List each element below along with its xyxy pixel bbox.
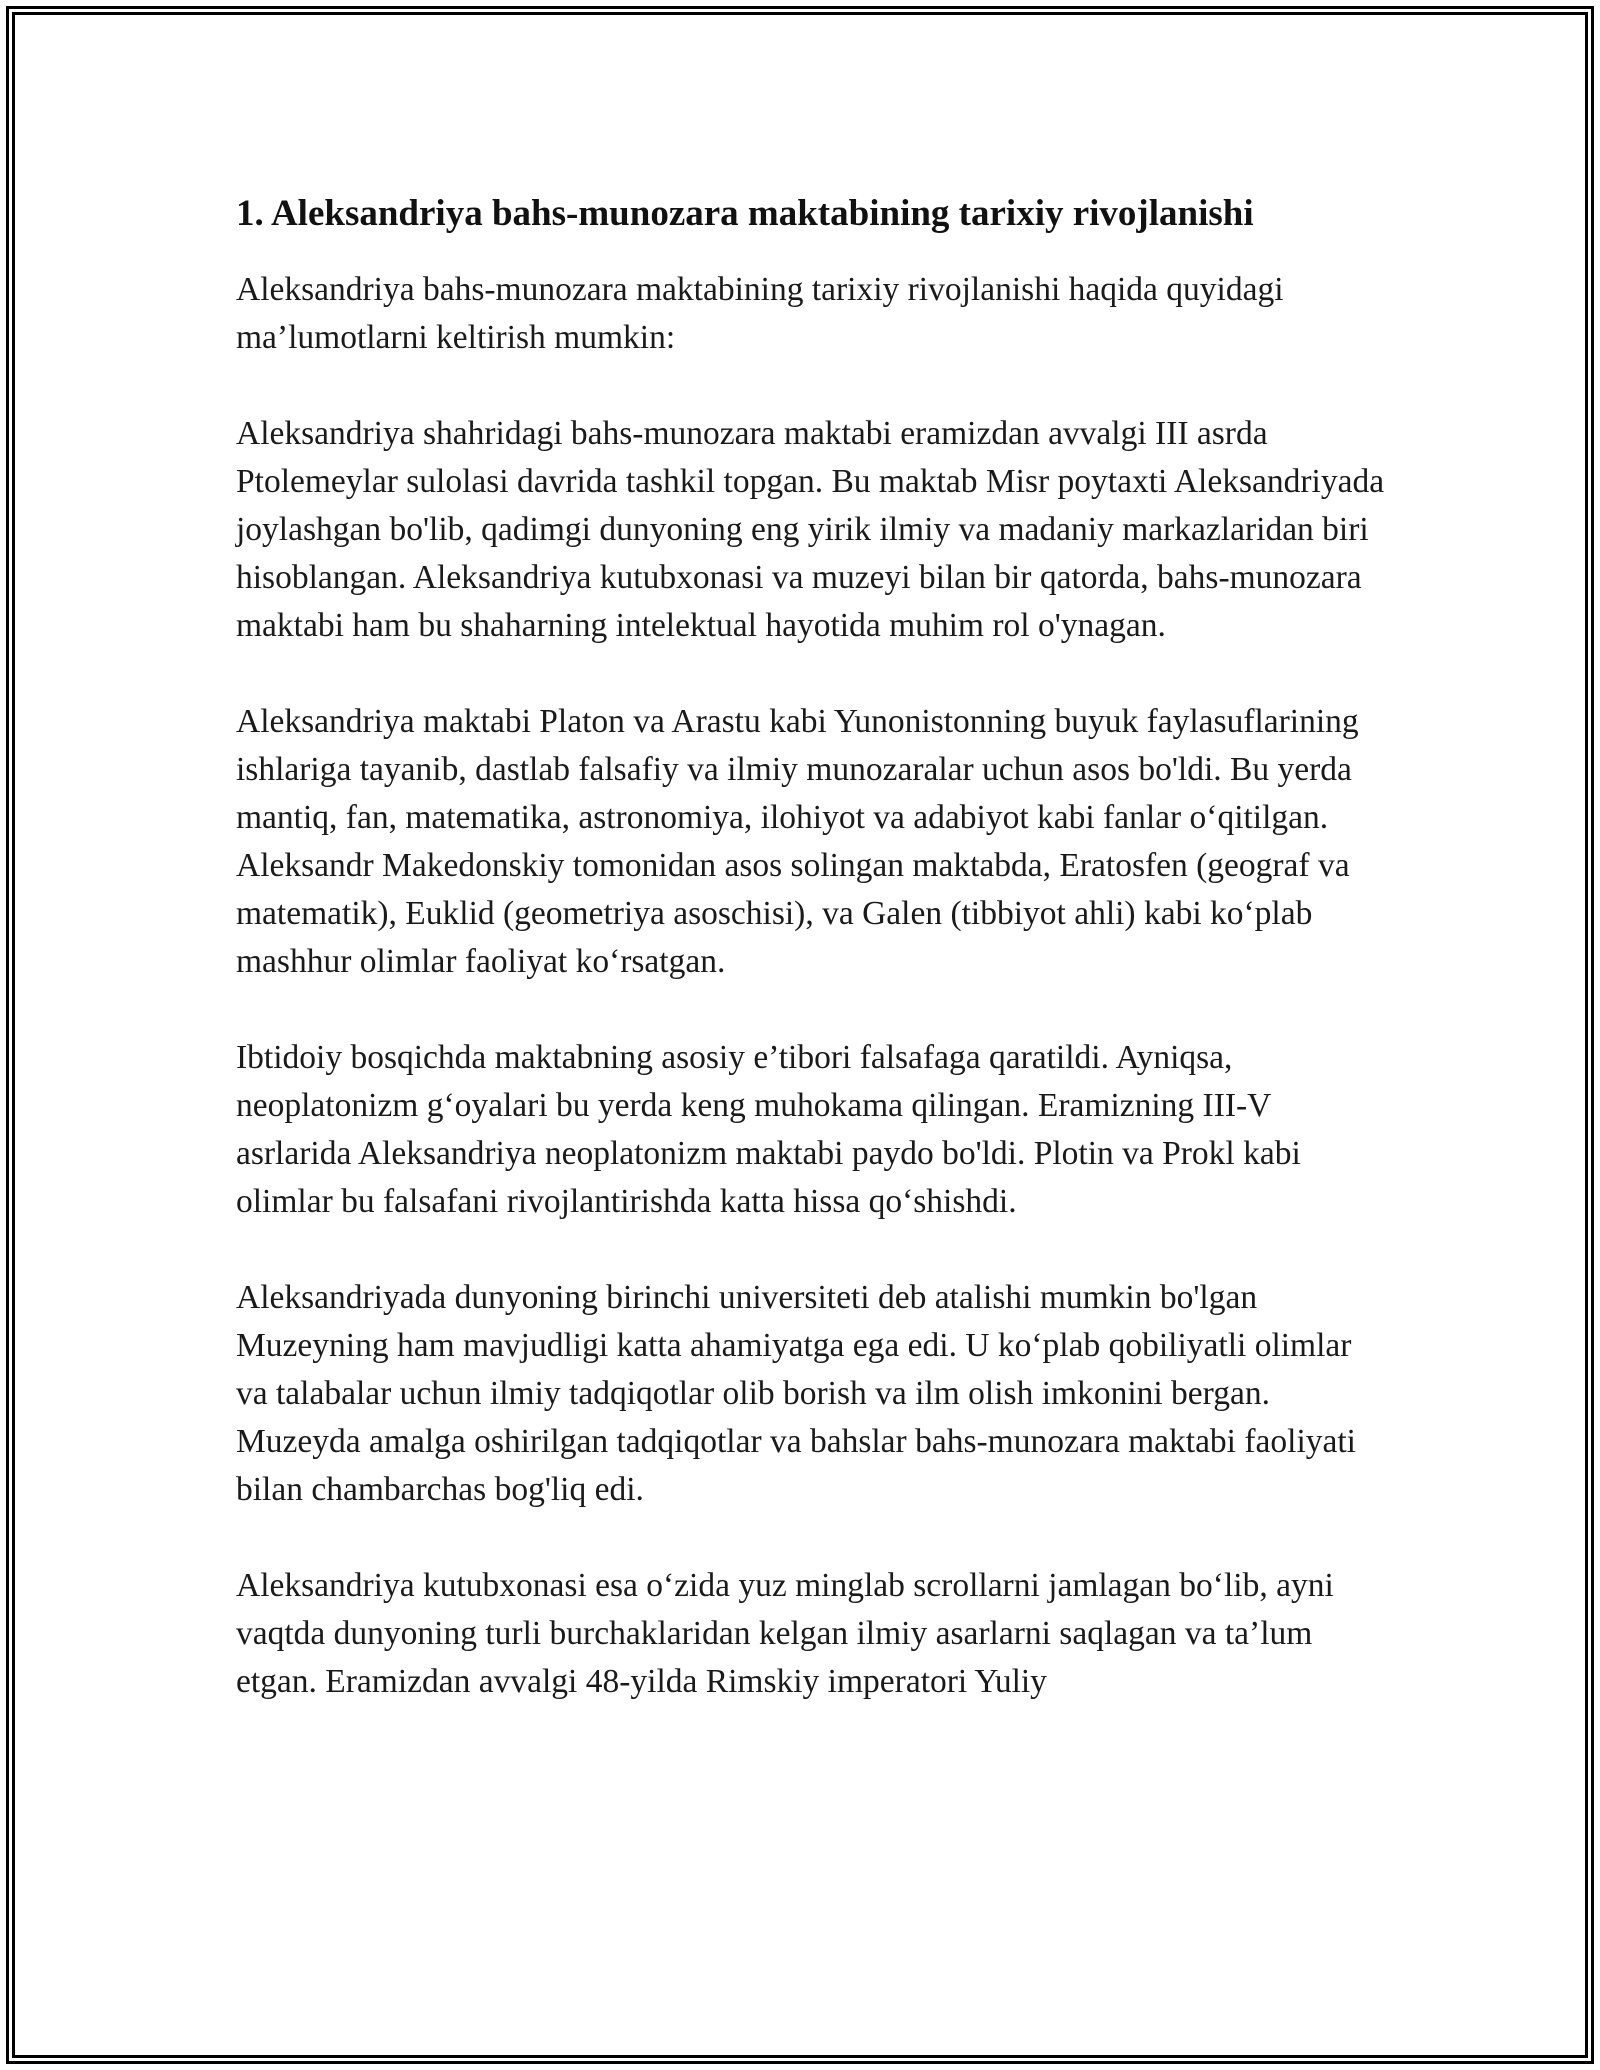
paragraph-scholars: Aleksandriya maktabi Platon va Arastu kabi Yunonistonning buyuk faylasuflarining ishlariga tayanib, dastlab falsafiy va ilmiy munozaralar uchun asos bo'ldi. Bu yerda mantiq, fan, matematika, astronomiya, ilohiyot va adabiyot kabi fanlar o‘qitilgan. Aleksandr Makedonskiy tomonidan asos solingan maktabda, Eratosfen (geograf va matematik), Euklid (geometriya asoschisi), va Galen (tibbiyot ahli) kabi ko‘plab mashhur olimlar faoliyat ko‘rsatgan.: [236, 703, 1359, 980]
paragraph-museum: Aleksandriyada dunyoning birinchi universiteti deb atalishi mumkin bo'lgan Muzeyning ham mavjudligi katta ahamiyatga ega edi. U ko‘plab qobiliyatli olimlar va talabalar uchun ilmiy tadqiqotlar olib borish va ilm olish imkonini bergan. Muzeyda amalga oshirilgan tadqiqotlar va bahslar bahs-munozara maktabi faoliyati bilan chambarchas bog'liq edi.: [236, 1279, 1356, 1508]
paragraph-library: Aleksandriya kutubxonasi esa o‘zida yuz minglab scrollarni jamlagan bo‘lib, ayni vaqtda dunyoning turli burchaklaridan kelgan ilmiy asarlarni saqlagan va ta’lum etgan. Eramizdan avvalgi 48-yilda Rimskiy imperatori Yuliy: [236, 1567, 1334, 1700]
document-body: [236, 186, 1386, 1706]
paragraph-founding: Aleksandriya shahridagi bahs-munozara maktabi eramizdan avvalgi III asrda Ptolemeylar sulolasi davrida tashkil topgan. Bu maktab Misr poytaxti Aleksandriyada joylashgan bo'lib, qadimgi dunyoning eng yirik ilmiy va madaniy markazlaridan biri hisoblangan. Aleksandriya kutubxonasi va muzeyi bilan bir qatorda, bahs-munozara maktabi ham bu shaharning intelektual hayotida muhim rol o'ynagan.: [236, 415, 1385, 644]
paragraph-neoplatonism: Ibtidoiy bosqichda maktabning asosiy e’tibori falsafaga qaratildi. Ayniqsa, neoplatonizm g‘oyalari bu yerda keng muhokama qilingan. Eramizning III-V asrlarida Aleksandriya neoplatonizm maktabi paydo bo'ldi. Plotin va Prokl kabi olimlar bu falsafani rivojlantirishda katta hissa qo‘shishdi.: [236, 1039, 1301, 1220]
paragraph-intro: Aleksandriya bahs-munozara maktabining tarixiy rivojlanishi haqida quyidagi ma’lumotlarni keltirish mumkin:: [236, 271, 1284, 356]
document-title: 1. Aleksandriya bahs-munozara maktabining tarixiy rivojlanishi: [236, 193, 1254, 234]
